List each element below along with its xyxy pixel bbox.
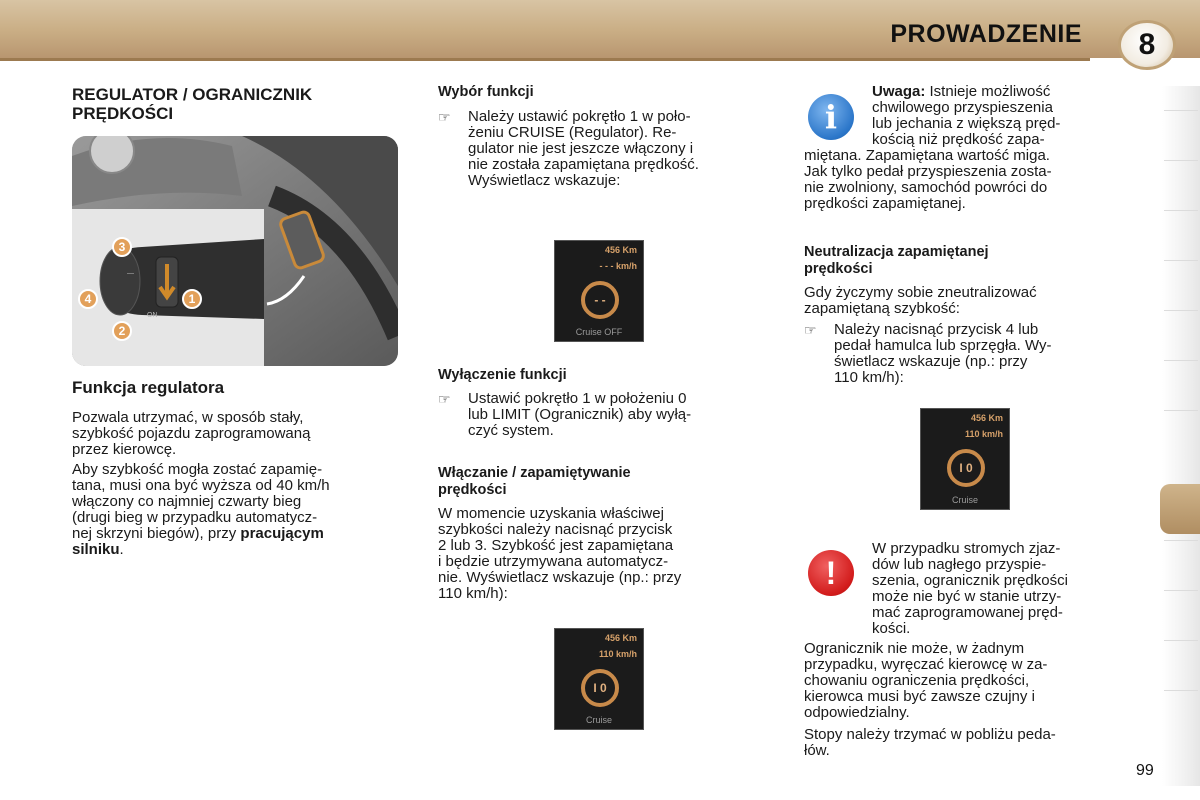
activation-section	[438, 465, 764, 602]
display-cruise-110-neutralized: 456 Km 110 km/h I 0 Cruise	[920, 408, 1010, 510]
bullet-item: ☞ Należy nacisnąć przycisk 4 lub pedał hamulca lub sprzęgła. Wy- świetlacz wskazuje (np.: przy 110 km/h):	[804, 321, 1052, 386]
warning-block: W przypadku stromych zjaz- dów lub nagłego przyspie- szenia, ogranicznik prędkości może nie być w stanie utrzy- mać zaprogramowanej pręd- kości. Ogranicznik nie może, w żadnym przypadku, wyręczać kierowcę w za- chowaniu ograniczenia prędkości, kierowca musi być zawsze czujny i odpowiedzialny. Stopy należy trzymać w pobliżu peda- łów.	[804, 540, 1068, 759]
pointing-hand-icon: ☞	[804, 322, 817, 338]
cruise-dial: I 0	[947, 449, 985, 487]
page-header-title: PROWADZENIE	[890, 20, 1082, 48]
cruise-control-stalk-illustration	[72, 136, 398, 366]
neutralization-section: Neutralizacja zapamiętanej prędkości Gdy życzymy sobie zneutralizować zapamiętaną szybkość: ☞ Należy nacisnąć przycisk 4 lub pedał hamulca lub sprzęgła. Wy- świetlacz wskazuje (np.: przy 110 km/h):	[804, 244, 1128, 386]
activation-title: Włączanie / zapamiętywanie prędkości	[438, 465, 631, 498]
note-block: Uwaga: Istnieje możliwość chwilowego przyspieszenia lub jechania z większą pręd- kością niż prędkość zapa- miętana. Zapamiętana wartość miga. Jak tylko pedał przyspieszenia zosta- nie zwolniony, samochód powróci do prędkości zapamiętanej.	[804, 83, 1061, 212]
main-title: REGULATOR / OGRANICZNIK PRĘDKOŚCI	[72, 85, 313, 123]
pointing-hand-icon: ☞	[438, 109, 451, 125]
pointing-hand-icon: ☞	[438, 391, 451, 407]
function-off-title: Wyłączenie funkcji	[438, 367, 567, 383]
figure-label-3: 3	[112, 237, 132, 257]
paragraph-1: Pozwala utrzymać, w sposób stały, szybkość pojazdu zaprogramowaną przez kierowcę.	[72, 409, 311, 458]
warning-icon: !	[808, 550, 854, 596]
regulator-function-section	[72, 380, 398, 558]
info-icon: i	[808, 94, 854, 140]
display-cruise-110: 456 Km 110 km/h I 0 Cruise	[554, 628, 644, 730]
cruise-dial: I 0	[581, 669, 619, 707]
chapter-tab-active[interactable]	[1160, 484, 1200, 534]
function-off-section	[438, 367, 764, 439]
bullet-item: ☞ Należy ustawić pokrętło 1 w poło- żeniu CRUISE (Regulator). Re- gulator nie jest jeszcze włączony i nie została zapamiętana prędkość. Wyświetlacz wskazuje:	[438, 108, 699, 189]
activation-paragraph: W momencie uzyskania właściwej szybkości należy nacisnąć przycisk 2 lub 3. Szybkość jest zapamiętana i będzie utrzymywana automatycz- nie. Wyświetlacz wskazuje (np.: przy 110 km/h):	[438, 505, 682, 602]
column-1	[72, 85, 398, 123]
figure-label-2: 2	[112, 321, 132, 341]
figure-label-1: 1	[182, 289, 202, 309]
paragraph-2: Aby szybkość mogła zostać zapamię- tana, musi ona być wyższa od 40 km/h włączony co najmniej czwarty bieg (drugi bieg w przypadku automatycz- nej skrzyni biegów), przy pracującym silniku.	[72, 461, 330, 558]
page-number: 99	[1136, 762, 1154, 779]
edge-tab-strip	[1162, 86, 1200, 786]
svg-text:—: —	[127, 270, 134, 277]
section-title: Funkcja regulatora	[72, 378, 225, 397]
display-cruise-off: 456 Km - - - km/h - - Cruise OFF	[554, 240, 644, 342]
function-selection-title: Wybór funkcji	[438, 84, 534, 100]
neutralization-title: Neutralizacja zapamiętanej prędkości	[804, 244, 989, 277]
column-2	[438, 84, 764, 189]
bullet-item: ☞ Ustawić pokrętło 1 w położeniu 0 lub LIMIT (Ogranicznik) aby wyłą- czyć system.	[438, 390, 692, 439]
header-rule	[0, 58, 1090, 61]
figure-label-4: 4	[78, 289, 98, 309]
chapter-badge: 8	[1118, 20, 1176, 70]
stalk-inset	[72, 209, 264, 366]
svg-text:ON: ON	[147, 312, 158, 319]
cruise-dial: - -	[581, 281, 619, 319]
